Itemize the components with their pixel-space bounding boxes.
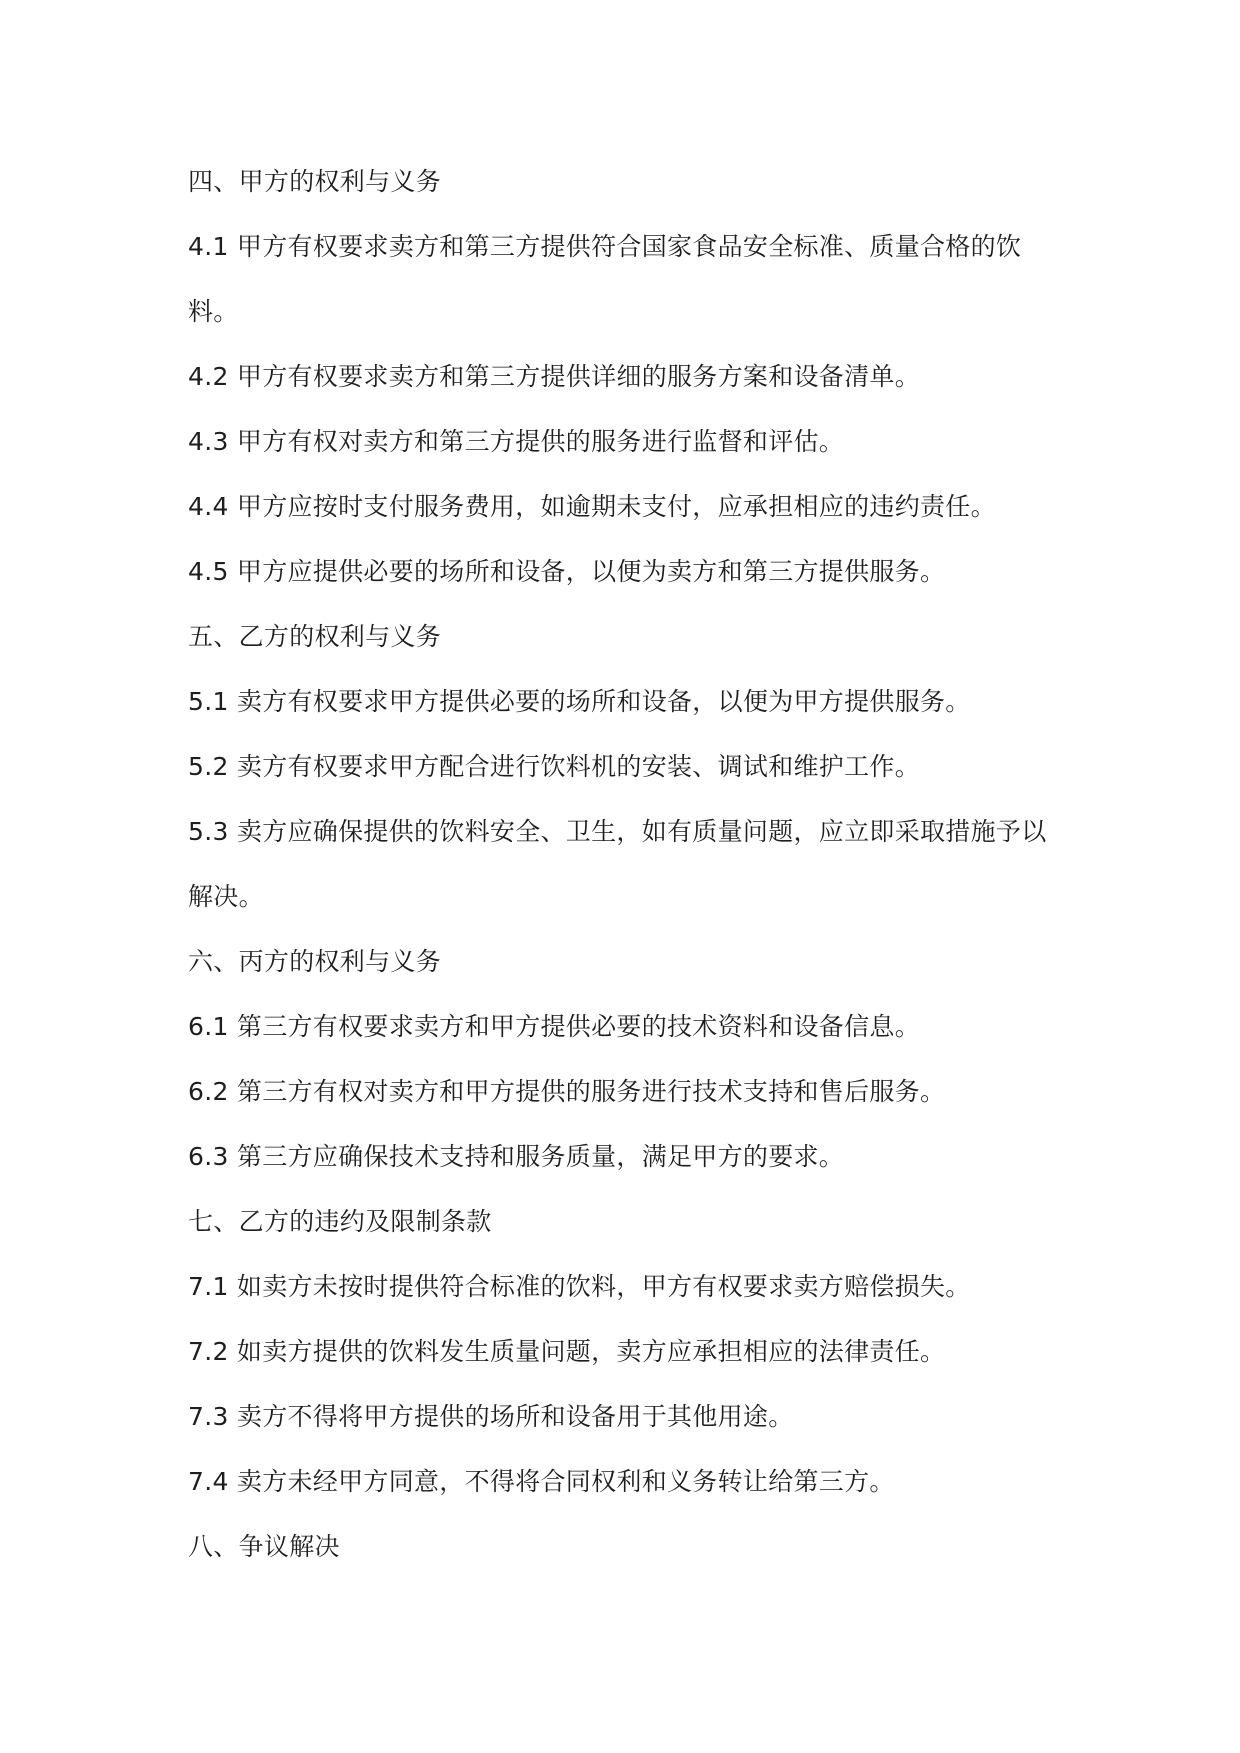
clause-4-4: 4.4 甲方应按时支付服务费用，如逾期未支付，应承担相应的违约责任。 [188,492,996,521]
section-heading-5: 五、乙方的权利与义务 [188,622,442,651]
clause-6-1: 6.1 第三方有权要求卖方和甲方提供必要的技术资料和设备信息。 [188,1012,921,1041]
document-body [188,157,1068,1587]
section-heading-4: 四、甲方的权利与义务 [188,167,442,196]
clause-6-2: 6.2 第三方有权对卖方和甲方提供的服务进行技术支持和售后服务。 [188,1077,946,1106]
clause-5-3-continued: 解决。 [188,882,264,911]
clause-4-3: 4.3 甲方有权对卖方和第三方提供的服务进行监督和评估。 [188,427,845,456]
clause-7-2: 7.2 如卖方提供的饮料发生质量问题，卖方应承担相应的法律责任。 [188,1337,946,1366]
clause-4-5: 4.5 甲方应提供必要的场所和设备，以便为卖方和第三方提供服务。 [188,557,946,586]
clause-7-1: 7.1 如卖方未按时提供符合标准的饮料，甲方有权要求卖方赔偿损失。 [188,1272,971,1301]
section-heading-6: 六、丙方的权利与义务 [188,947,442,976]
clause-5-2: 5.2 卖方有权要求甲方配合进行饮料机的安装、调试和维护工作。 [188,752,921,781]
clause-7-4: 7.4 卖方未经甲方同意，不得将合同权利和义务转让给第三方。 [188,1467,895,1496]
clause-6-3: 6.3 第三方应确保技术支持和服务质量，满足甲方的要求。 [188,1142,845,1171]
section-heading-8: 八、争议解决 [188,1532,340,1561]
clause-7-3: 7.3 卖方不得将甲方提供的场所和设备用于其他用途。 [188,1402,794,1431]
clause-4-1: 4.1 甲方有权要求卖方和第三方提供符合国家食品安全标准、质量合格的饮 [188,232,1022,261]
clause-4-1-continued: 料。 [188,297,239,326]
clause-5-1: 5.1 卖方有权要求甲方提供必要的场所和设备，以便为甲方提供服务。 [188,687,971,716]
section-heading-7: 七、乙方的违约及限制条款 [188,1207,492,1236]
clause-5-3: 5.3 卖方应确保提供的饮料安全、卫生，如有质量问题，应立即采取措施予以 [188,817,1047,846]
clause-4-2: 4.2 甲方有权要求卖方和第三方提供详细的服务方案和设备清单。 [188,362,921,391]
